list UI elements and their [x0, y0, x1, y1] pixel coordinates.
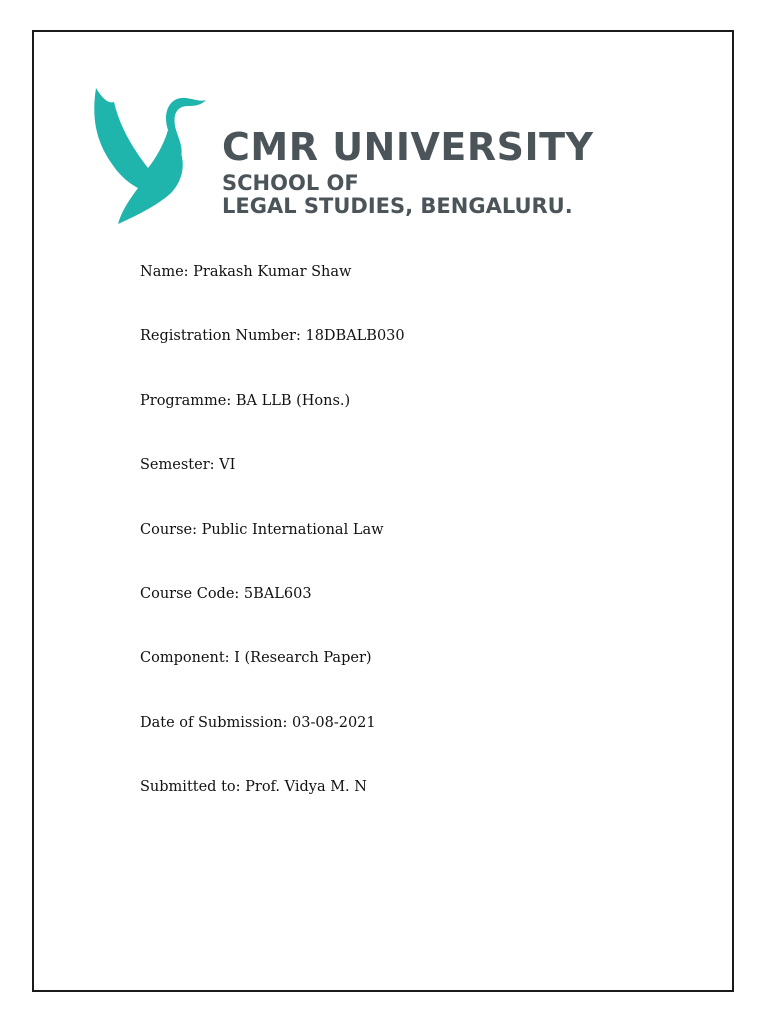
- logo-university-name: CMR UNIVERSITY: [222, 125, 594, 169]
- logo-location-line: LEGAL STUDIES, BENGALURU.: [222, 194, 573, 218]
- detail-label: Component:: [140, 650, 230, 667]
- detail-semester: [140, 455, 660, 519]
- detail-value: 03-08-2021: [292, 714, 376, 731]
- detail-submitted-to: [140, 777, 660, 841]
- detail-label: Name:: [140, 264, 189, 280]
- detail-value: Prakash Kumar Shaw: [193, 264, 352, 280]
- logo-text: [222, 125, 594, 218]
- detail-registration-number: [140, 326, 660, 390]
- university-logo: [90, 84, 680, 234]
- detail-date-of-submission: [140, 713, 660, 777]
- detail-value: Public International Law: [201, 521, 384, 538]
- detail-value: BA LLB (Hons.): [235, 392, 351, 409]
- detail-label: Programme:: [140, 392, 232, 409]
- detail-value: I (Research Paper): [234, 650, 372, 667]
- detail-name: [140, 262, 660, 326]
- detail-label: Course:: [140, 521, 198, 538]
- detail-course: [140, 520, 660, 584]
- detail-value: 5BAL603: [243, 585, 312, 602]
- detail-course-code: [140, 584, 660, 648]
- detail-label: Submitted to:: [140, 779, 241, 796]
- detail-value: VI: [219, 457, 236, 474]
- detail-label: Semester:: [140, 457, 215, 474]
- detail-programme: [140, 391, 660, 455]
- logo-school-line: SCHOOL OF: [222, 171, 359, 195]
- detail-value: Prof. Vidya M. N: [245, 779, 367, 796]
- detail-label: Course Code:: [140, 585, 240, 602]
- detail-label: Registration Number:: [140, 328, 301, 345]
- swan-logo-icon: [90, 84, 210, 229]
- detail-value: 18DBALB030: [305, 328, 405, 345]
- detail-label: Date of Submission:: [140, 714, 288, 731]
- student-details: [140, 262, 660, 842]
- detail-component: [140, 648, 660, 712]
